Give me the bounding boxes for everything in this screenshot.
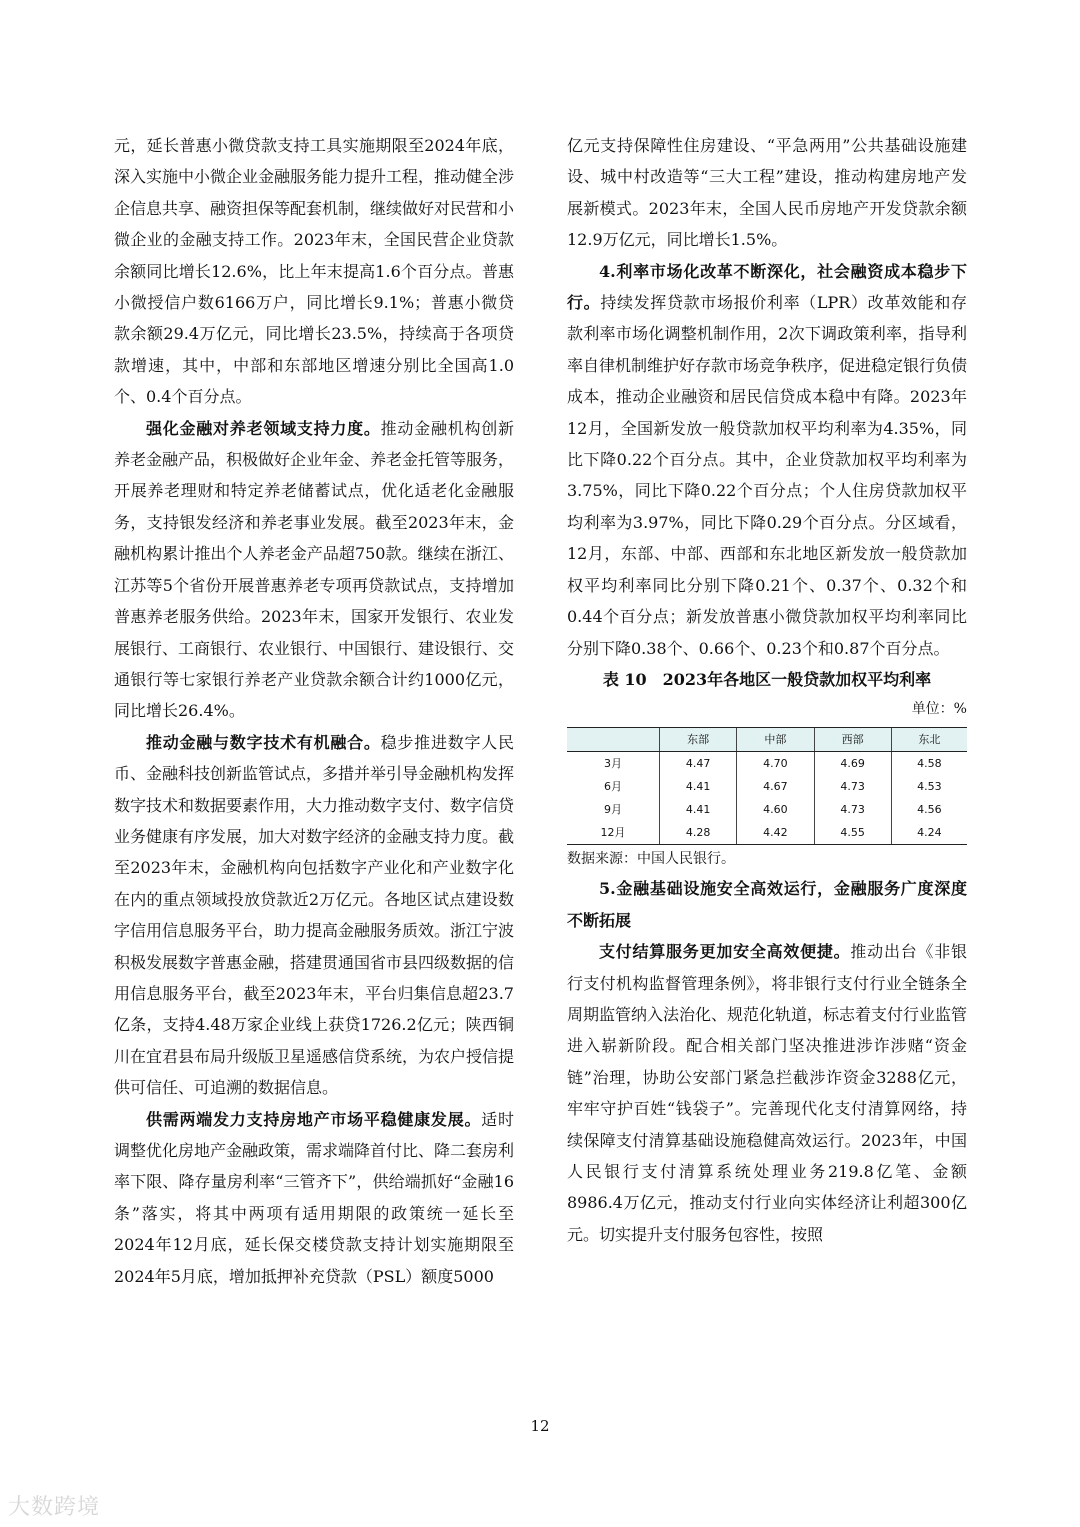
table-cell: 12月 bbox=[567, 821, 660, 845]
table-row bbox=[567, 752, 967, 776]
paragraph-body: 稳步推进数字人民币、金融科技创新监管试点，多措并举引导金融机构发挥数字技术和数据要素作用，大力推动数字支付、数字信贷业务健康有序发展，加大对数字经济的金融支持力度。截至2023年末，金融机构向包括数字产业化和产业数字化在内的重点领域投放贷款近2万亿元。各地区试点建设数字信用信息服务平台，助力提高金融服务质效。浙江宁波积极发展数字普惠金融，搭建贯通国省市县四级数据的信用信息服务平台，截至2023年末，平台归集信息超23.7亿条，支持4.48万家企业线上获贷1726.2亿元；陕西铜川在宜君县布局升级版卫星遥感信贷系统，为农户授信提供可信任、可追溯的数据信息。 bbox=[114, 732, 515, 1098]
table-cell: 4.60 bbox=[737, 798, 814, 821]
table-cell: 4.73 bbox=[814, 798, 891, 821]
table-row bbox=[567, 821, 967, 845]
table-cell: 4.70 bbox=[737, 752, 814, 776]
paragraph-lead: 供需两端发力支持房地产市场平稳健康发展。 bbox=[146, 1109, 482, 1129]
paragraph bbox=[114, 727, 514, 1104]
table-title: 表 10 2023年各地区一般贷款加权平均利率 bbox=[602, 669, 932, 689]
table-cell: 4.67 bbox=[737, 775, 814, 798]
paragraph-body: 推动金融机构创新养老金融产品，积极做好企业年金、养老金托管等服务，开展养老理财和特定养老储蓄试点，优化适老化金融服务，支持银发经济和养老事业发展。截至2023年末，金融机构累计推出个人养老金产品超750款。继续在浙江、江苏等5个省份开展普惠养老专项再贷款试点，支持增加普惠养老服务供给。2023年末，国家开发银行、农业发展银行、工商银行、农业银行、中国银行、建设银行、交通银行等七家银行养老产业贷款余额合计约1000亿元，同比增长26.4%。 bbox=[114, 418, 515, 721]
table-source: 数据来源：中国人民银行。 bbox=[567, 851, 735, 868]
paragraph-lead: 强化金融对养老领域支持力度。 bbox=[146, 418, 381, 438]
table-cell: 4.73 bbox=[814, 775, 891, 798]
paragraph bbox=[567, 936, 967, 1250]
paragraph-lead: 推动金融与数字技术有机融合。 bbox=[146, 732, 381, 752]
table-header-cell: 东北 bbox=[891, 728, 967, 752]
paragraph-body: 持续发挥贷款市场报价利率（LPR）改革效能和存款利率市场化调整机制作用，2次下调政策利率，指导利率自律机制维护好存款市场竞争秩序，促进稳定银行负债成本，推动企业融资和居民信贷成本稳中有降。2023年12月，全国新发放一般贷款加权平均利率为4.35%，同比下降0.22个百分点。其中，企业贷款加权平均利率为3.75%，同比下降0.22个百分点；个人住房贷款加权平均利率为3.97%，同比下降0.29个百分点。分区域看，12月，东部、中部、西部和东北地区新发放一般贷款加权平均利率同比分别下降0.21个、0.37个、0.32个和0.44个百分点；新发放普惠小微贷款加权平均利率同比分别下降0.38个、0.66个、0.23个和0.87个百分点。 bbox=[567, 293, 968, 658]
paragraph-body: 适时调整优化房地产金融政策，需求端降首付比、降二套房利率下限、降存量房利率“三管齐下”，供给端抓好“金融16条”落实，将其中两项有适用期限的政策统一延长至2024年12月底，延长保交楼贷款支持计划实施期限至2024年5月底，增加抵押补充贷款（PSL）额度5000 bbox=[114, 1109, 515, 1286]
paragraph: 亿元支持保障性住房建设、“平急两用”公共基础设施建设、城中村改造等“三大工程”建设，推动构建房地产发展新模式。2023年末，全国人民币房地产开发贷款余额12.9万亿元，同比增长1.5%。 bbox=[567, 136, 967, 250]
table-header-cell: 中部 bbox=[737, 728, 814, 752]
table-cell: 4.47 bbox=[660, 752, 737, 776]
paragraph bbox=[114, 413, 514, 727]
section-heading: 5.金融基础设施安全高效运行，金融服务广度深度不断拓展 bbox=[567, 879, 967, 930]
table-cell: 4.41 bbox=[660, 775, 737, 798]
table-cell: 4.55 bbox=[814, 821, 891, 845]
table-cell: 4.69 bbox=[814, 752, 891, 776]
table-header-row bbox=[567, 728, 967, 752]
table-cell: 3月 bbox=[604, 757, 622, 771]
table-cell: 4.24 bbox=[891, 821, 967, 845]
table-header-cell: 西部 bbox=[814, 728, 891, 752]
table-cell: 4.53 bbox=[891, 775, 967, 798]
right-column bbox=[567, 130, 967, 1250]
table-unit: 单位：% bbox=[911, 701, 967, 718]
table-cell: 4.58 bbox=[891, 752, 967, 776]
paragraph bbox=[567, 256, 967, 664]
table-header-cell bbox=[567, 728, 660, 752]
table-cell: 4.42 bbox=[737, 821, 814, 845]
paragraph-body: 推动出台《非银行支付机构监督管理条例》，将非银行支付行业全链条全周期监管纳入法治化、规范化轨道，标志着支付行业监管进入崭新阶段。配合相关部门坚决推进涉诈涉赌“资金链”治理，协助公安部门紧急拦截涉诈资金3288亿元，牢牢守护百姓“钱袋子”。完善现代化支付清算网络，持续保障支付清算基础设施稳健高效运行。2023年，中国人民银行支付清算系统处理业务219.8亿笔、金额8986.4万亿元，推动支付行业向实体经济让利超300亿元。切实提升支付服务包容性，按照 bbox=[567, 942, 968, 1244]
table-cell: 4.41 bbox=[660, 798, 737, 821]
table-row bbox=[567, 775, 967, 798]
paragraph-lead: 支付结算服务更加安全高效便捷。 bbox=[599, 942, 851, 962]
table-cell: 9月 bbox=[604, 803, 622, 817]
table-header-cell: 东部 bbox=[660, 728, 737, 752]
section-heading: 4.利率市场化改革不断深化，社会融资成本稳步下行。 bbox=[567, 261, 967, 313]
interest-rate-table bbox=[567, 727, 967, 845]
table-cell: 4.56 bbox=[891, 798, 967, 821]
left-column bbox=[114, 130, 514, 1292]
table-row bbox=[567, 798, 967, 821]
page-number: 12 bbox=[530, 1417, 550, 1435]
watermark-logo: 大数跨境 bbox=[8, 1495, 101, 1520]
paragraph: 元，延长普惠小微贷款支持工具实施期限至2024年底，深入实施中小微企业金融服务能力提升工程，推动健全涉企信息共享、融资担保等配套机制，继续做好对民营和小微企业的金融支持工作。2023年末，全国民营企业贷款余额同比增长12.6%，比上年末提高1.6个百分点。普惠小微授信户数6166万户，同比增长9.1%；普惠小微贷款余额29.4万亿元，同比增长23.5%，持续高于各项贷款增速，其中，中部和东部地区增速分别比全国高1.0个、0.4个百分点。 bbox=[114, 136, 515, 407]
table-cell: 4.28 bbox=[660, 821, 737, 845]
table-cell: 6月 bbox=[604, 780, 622, 794]
paragraph bbox=[114, 1104, 514, 1292]
